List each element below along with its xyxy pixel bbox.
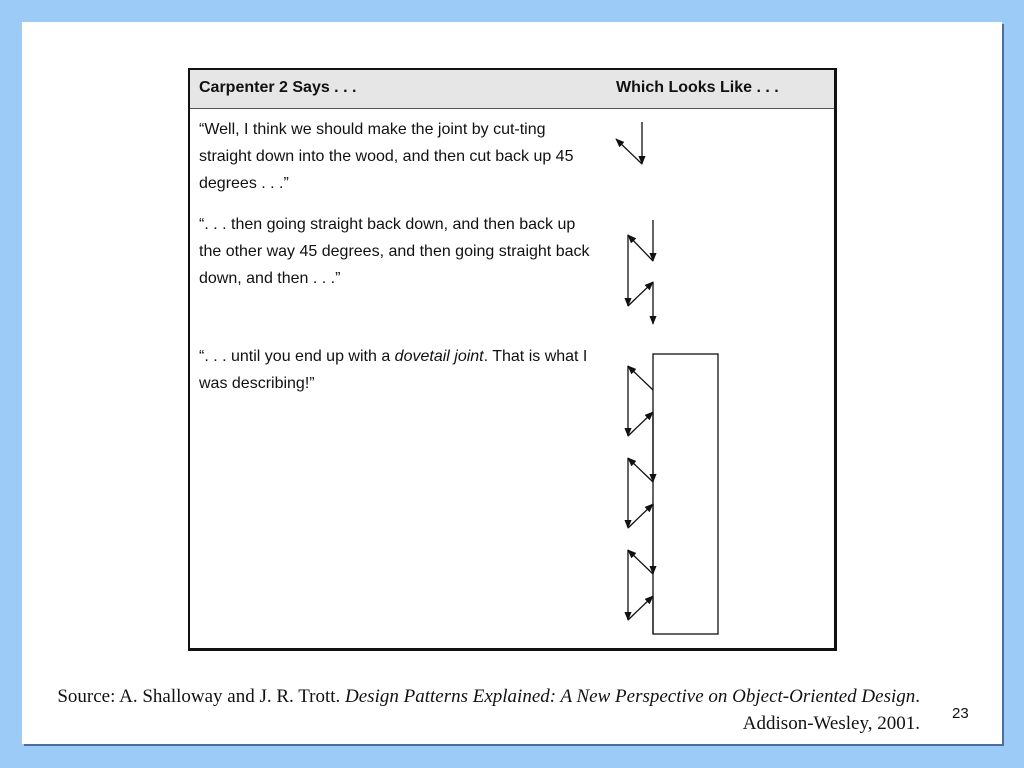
source-citation [42, 683, 920, 737]
source-prefix: Source: A. Shalloway and J. R. Trott. [57, 686, 346, 707]
quote-1: “Well, I think we should make the joint by cut-ting straight down into the wood, and then cut back up 45 degrees . . .” [199, 121, 574, 192]
joint-sketches [190, 70, 834, 648]
quote-3-end: . That is what I was describing!” [199, 348, 588, 392]
header-looks-like: Which Looks Like . . . [616, 79, 779, 96]
quote-2: “. . . then going straight back down, and then back up the other way 45 degrees, and then going straight back down, and then . . .” [199, 216, 590, 287]
source-suffix: . Addison-Wesley, 2001. [742, 686, 920, 734]
page-number: 23 [952, 705, 969, 722]
sketch-cut-down-and-back [616, 122, 642, 164]
slide [22, 22, 1002, 744]
book-figure [188, 68, 837, 651]
sketch-dovetail-joint [628, 354, 718, 634]
source-book-title: Design Patterns Explained: A New Perspective on Object-Oriented Design [345, 686, 916, 707]
header-carpenter-says: Carpenter 2 Says . . . [199, 79, 357, 96]
quote-3-start: “. . . until you end up with a [199, 348, 395, 365]
sketch-zigzag [628, 220, 653, 324]
quote-3-italic: dovetail joint [394, 348, 484, 365]
